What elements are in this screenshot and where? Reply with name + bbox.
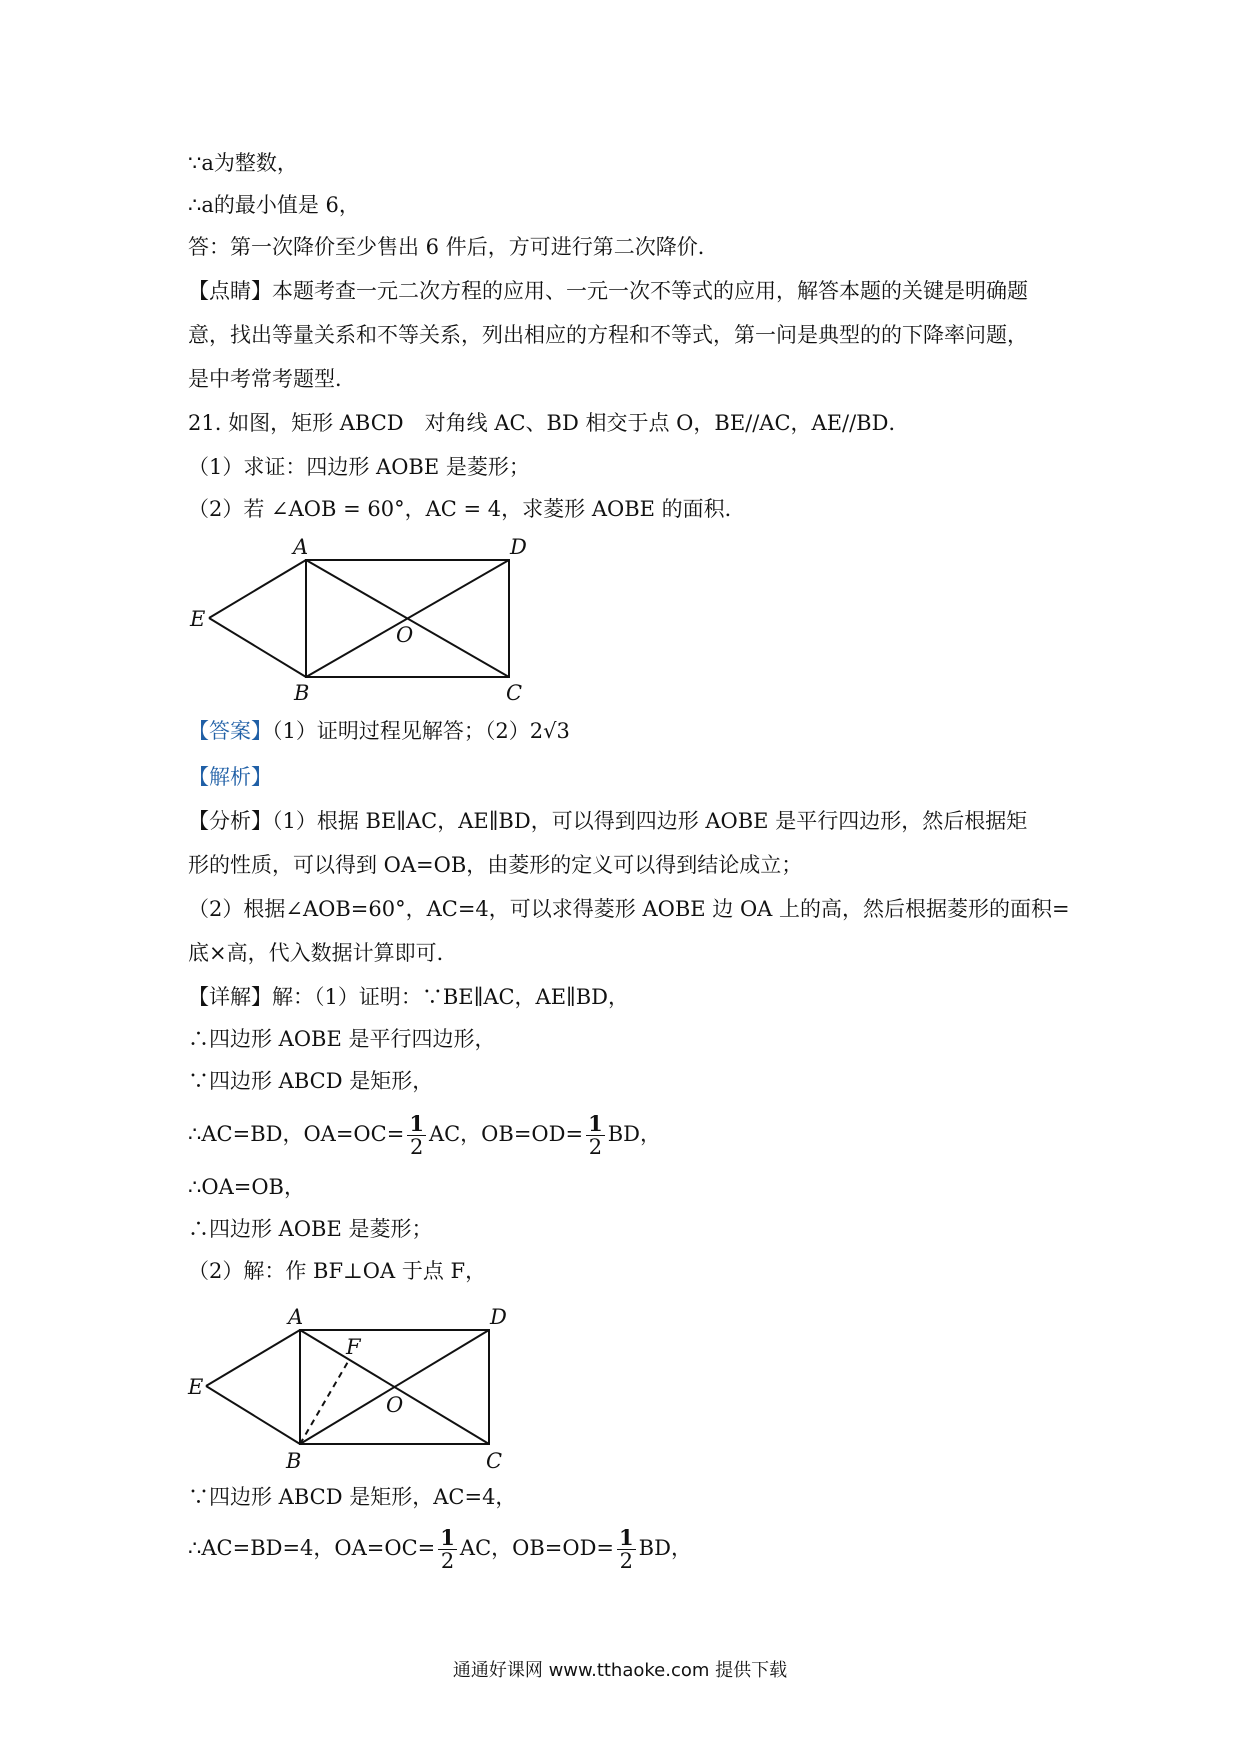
jiexi-tag: 【解析】 — [188, 765, 272, 789]
text-line: 是中考常考题型． — [188, 367, 356, 391]
dianjing-text: 本题考查一元二次方程的应用、一元一次不等式的应用，解答本题的关键是明确题 — [272, 279, 1028, 303]
segment-be — [209, 618, 306, 677]
figure-rhombus-rectangle — [180, 528, 540, 706]
section-tag: 【分析】 — [188, 809, 272, 833]
question-part-1: （1）求证：四边形 AOBE 是菱形； — [188, 455, 530, 479]
text-line: （2）解：作 BF⊥OA 于点 F， — [188, 1259, 487, 1283]
question-part-2: （2）若 ∠AOB = 60°，AC = 4，求菱形 AOBE 的面积． — [188, 497, 746, 521]
fenxi-text: （1）根据 BE∥AC，AE∥BD，可以得到四边形 AOBE 是平行四边形，然后根据矩 — [272, 809, 1028, 833]
fraction-denominator: 2 — [619, 1549, 634, 1573]
label-b: B — [286, 1449, 302, 1472]
label-e: E — [190, 607, 206, 631]
section-tag: 【答案】 — [188, 719, 272, 743]
fraction-denominator: 2 — [588, 1135, 603, 1159]
formula-part: BD， — [607, 1122, 661, 1146]
section-tag: 【点睛】 — [188, 279, 272, 303]
xiangjie-text: 解：（1）证明：∵BE∥AC，AE∥BD， — [272, 985, 630, 1009]
label-c: C — [486, 1449, 503, 1472]
label-e: E — [188, 1375, 204, 1399]
fraction-half — [586, 1113, 605, 1158]
formula-line — [188, 1522, 692, 1574]
label-a: A — [288, 1305, 304, 1329]
text-line: ∵四边形 ABCD 是矩形， — [188, 1069, 434, 1093]
text-line: 形的性质，可以得到 OA=OB，由菱形的定义可以得到结论成立； — [188, 853, 803, 877]
formula-line — [188, 1108, 661, 1160]
segment-ae — [206, 1330, 300, 1386]
label-a: A — [293, 535, 309, 559]
label-o: O — [396, 623, 414, 647]
formula-part: AC，OB=OD= — [459, 1536, 615, 1560]
text-line: （2）根据∠AOB=60°，AC=4，可以求得菱形 AOBE 边 OA 上的高，然后根据菱形的面积= — [188, 897, 1070, 921]
text-line: 答：第一次降价至少售出 6 件后，方可进行第二次降价． — [188, 235, 719, 259]
answer-text: （1）证明过程见解答；（2）2√3 — [272, 719, 570, 743]
text-line: ∴四边形 AOBE 是平行四边形， — [188, 1027, 496, 1051]
label-c: C — [506, 681, 523, 705]
dianjing-line — [188, 276, 1028, 306]
label-d: D — [490, 1305, 507, 1329]
text-line: ∴a的最小值是 6， — [188, 193, 360, 217]
text-line: 底×高，代入数据计算即可． — [188, 941, 458, 965]
fraction-numerator: 1 — [409, 1111, 424, 1136]
text-line: ∵a为整数， — [188, 151, 298, 175]
fraction-half — [617, 1527, 636, 1572]
formula-part: AC，OB=OD= — [428, 1122, 584, 1146]
label-o: O — [386, 1393, 404, 1417]
text-line: ∵四边形 ABCD 是矩形，AC=4， — [188, 1485, 517, 1509]
segment-be — [206, 1386, 300, 1444]
text-line: ∴OA=OB， — [188, 1175, 305, 1199]
fraction-numerator: 1 — [440, 1525, 455, 1550]
page-footer: 通通好课网 www.tthaoke.com 提供下载 — [452, 1660, 788, 1681]
xiangjie-line — [188, 982, 629, 1012]
fraction-half — [407, 1113, 426, 1158]
altitude-bf — [300, 1360, 349, 1444]
formula-part: ∴AC=BD=4，OA=OC= — [188, 1536, 436, 1560]
label-d: D — [510, 535, 527, 559]
fraction-numerator: 1 — [619, 1525, 634, 1550]
segment-ae — [209, 560, 306, 618]
label-b: B — [294, 681, 310, 705]
fraction-denominator: 2 — [440, 1549, 455, 1573]
fenxi-line — [188, 806, 1027, 836]
fraction-half — [438, 1527, 457, 1572]
fraction-denominator: 2 — [409, 1135, 424, 1159]
answer-line — [188, 716, 570, 746]
section-tag: 【详解】 — [188, 985, 272, 1009]
fraction-numerator: 1 — [588, 1111, 603, 1136]
formula-part: BD， — [638, 1536, 692, 1560]
text-line: 意，找出等量关系和不等关系，列出相应的方程和不等式，第一问是典型的的下降率问题， — [188, 323, 1028, 347]
label-f: F — [346, 1335, 361, 1359]
question-title: 21. 如图，矩形 ABCD 对角线 AC、BD 相交于点 O，BE//AC，AE//BD． — [188, 411, 910, 435]
text-line: ∴四边形 AOBE 是菱形； — [188, 1217, 433, 1241]
formula-part: ∴AC=BD，OA=OC= — [188, 1122, 405, 1146]
figure-rhombus-with-altitude — [180, 1300, 520, 1472]
